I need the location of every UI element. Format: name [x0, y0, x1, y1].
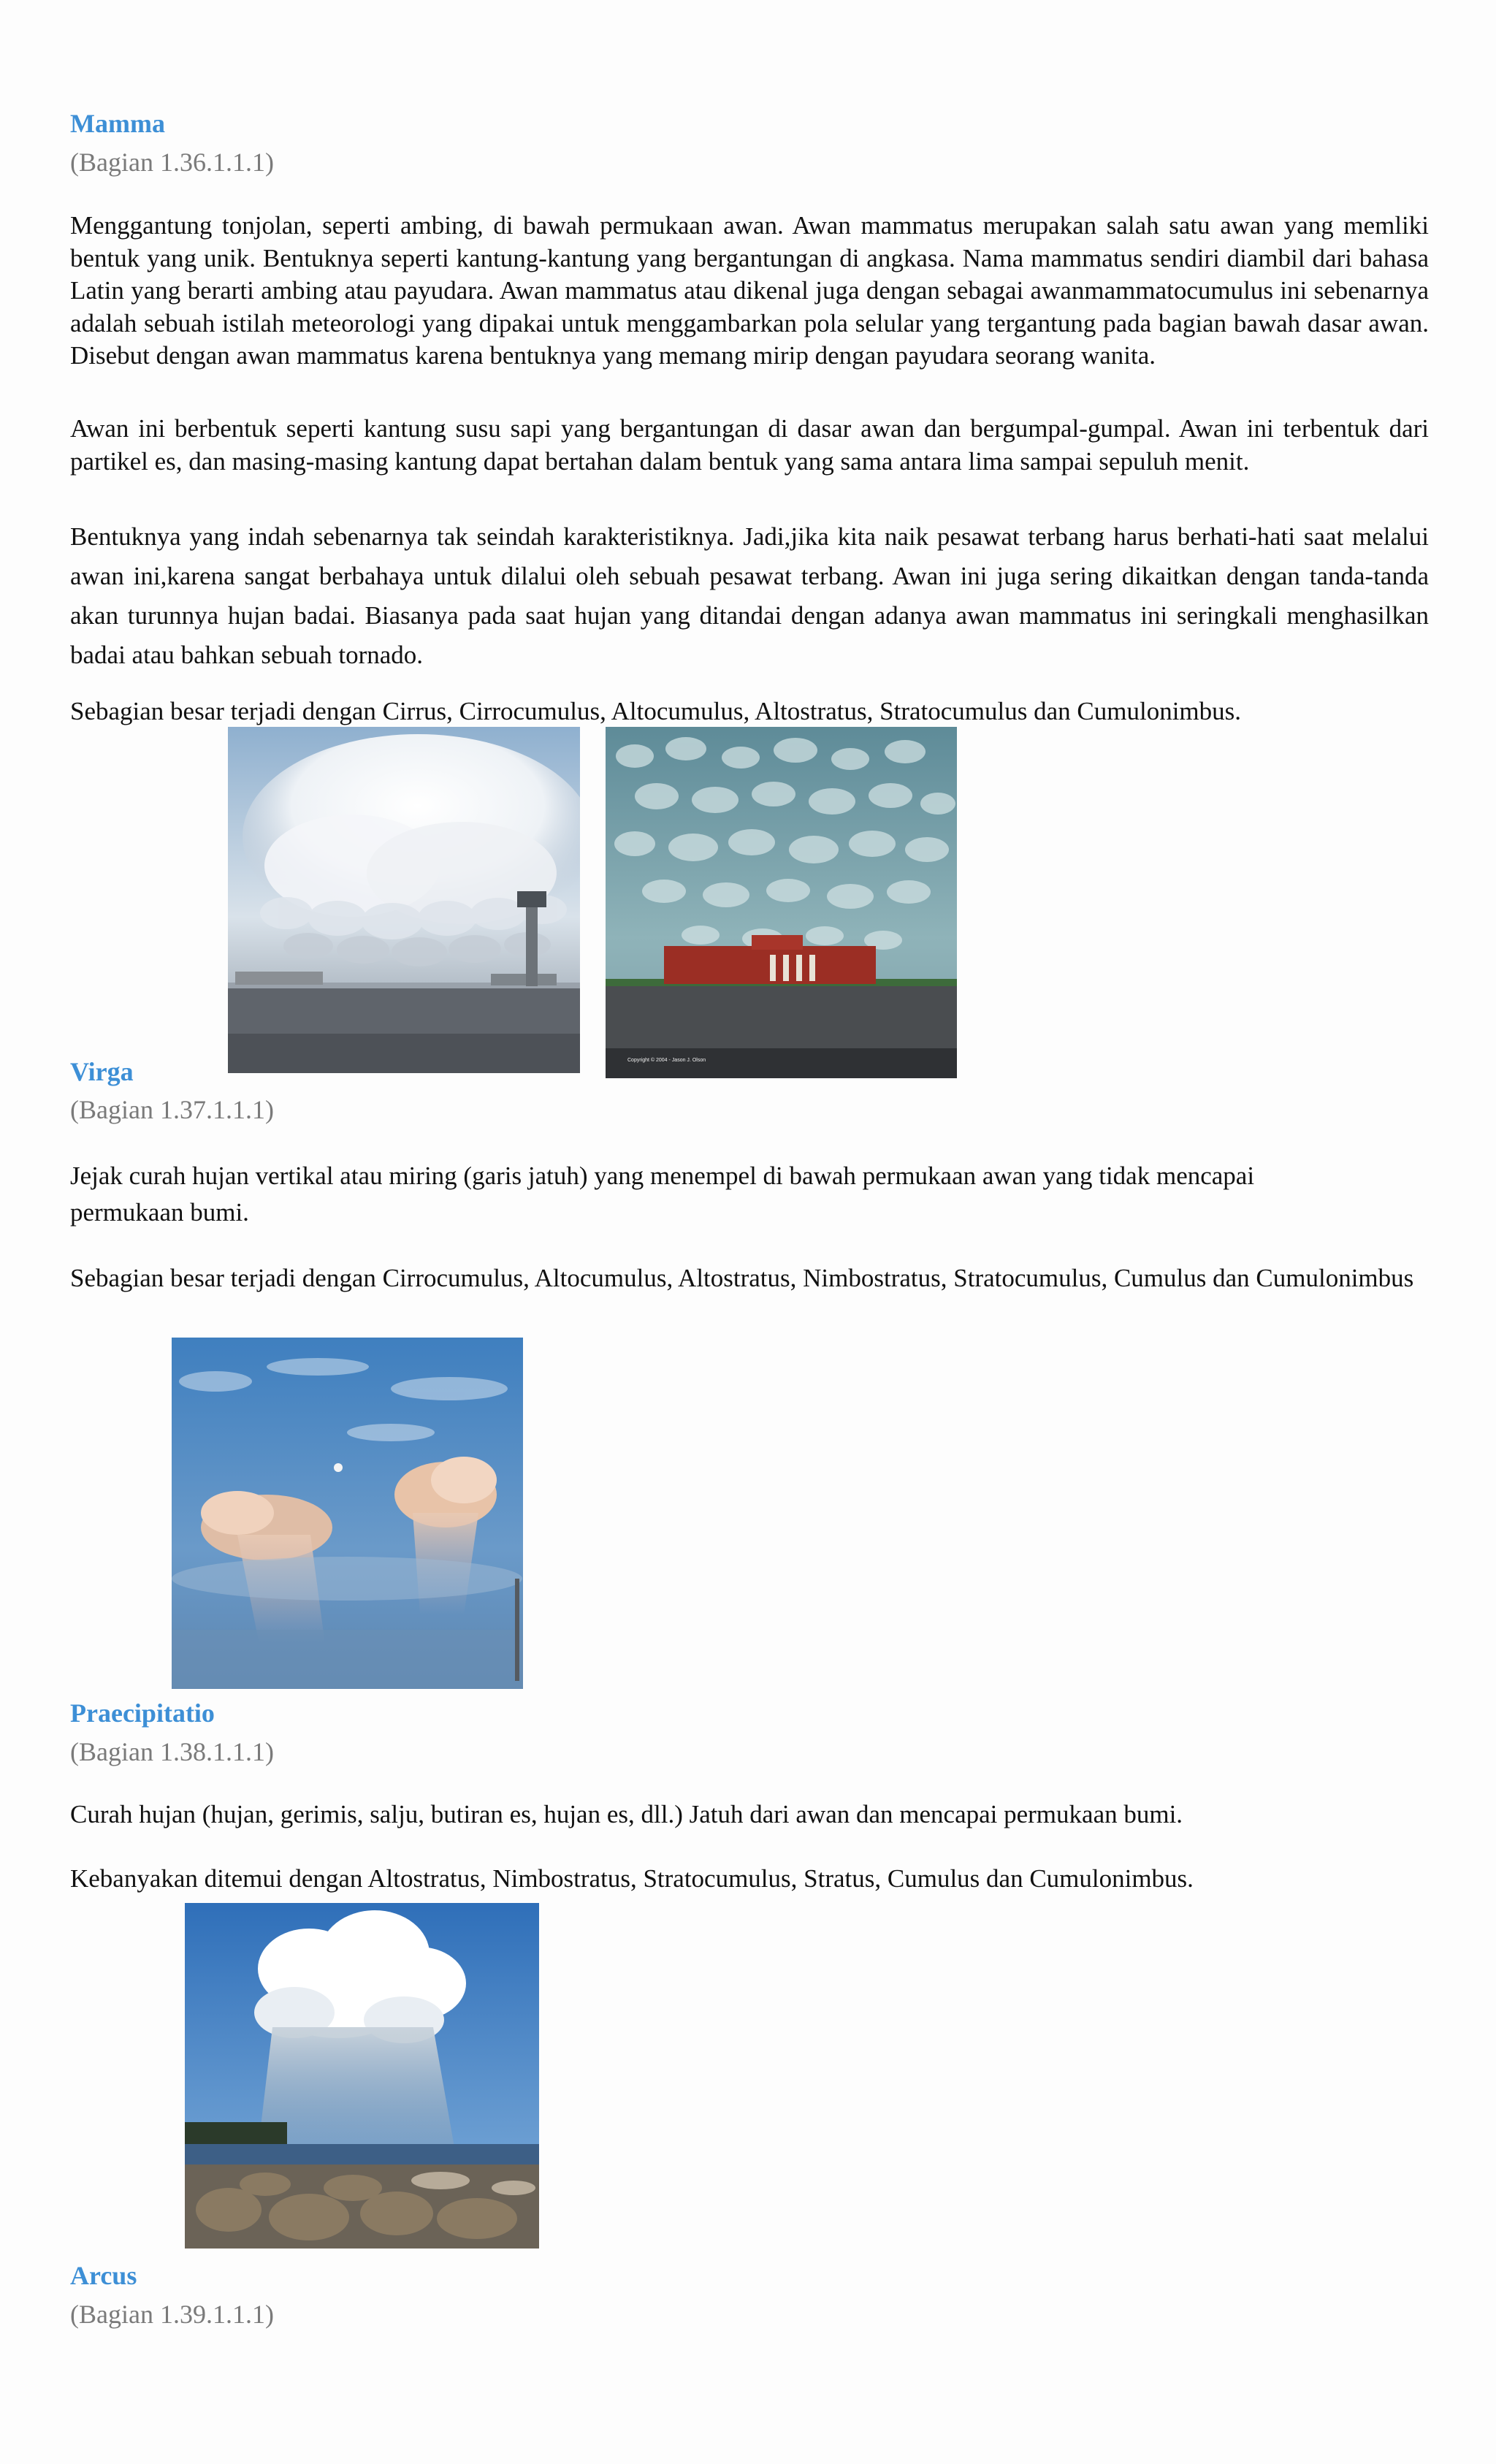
section-title-virga: Virga [70, 1057, 134, 1086]
mammatus-clouds-building-photo [606, 727, 957, 1078]
photo-copyright-caption: Copyright © 2004 - Jason J. Olson [627, 1058, 706, 1063]
paragraph-virga-2: Sebagian besar terjadi dengan Cirrocumulus, Altocumulus, Altostratus, Nimbostratus, Stratocumulus, Cumulus dan Cumulonimbus [70, 1264, 1414, 1292]
paragraph-mamma-3: Bentuknya yang indah sebenarnya tak seindah karakteristiknya. Jadi,jika kita naik pesawat terbang harus berhati-hati saat melalui awan ini,karena sangat berbahaya untuk dilalui oleh sebuah pesawat terbang. Awan ini juga sering dikaitkan dengan tanda-tanda akan turunnya hujan badai. Biasanya pada saat hujan yang ditandai dengan adanya awan mammatus ini seringkali menghasilkan badai atau bahkan sebuah tornado. [70, 522, 1429, 669]
praecipitatio-cloud-photo [185, 1903, 539, 2249]
section-ref-praecipitatio: (Bagian 1.38.1.1.1) [70, 1737, 274, 1766]
section-ref-mamma: (Bagian 1.36.1.1.1) [70, 148, 274, 177]
paragraph-mamma-2: Awan ini berbentuk seperti kantung susu sapi yang bergantungan di dasar awan dan bergumpal-gumpal. Awan ini terbentuk dari partikel es, dan masing-masing kantung dapat bertahan dalam bentuk yang sama antara lima sampai sepuluh menit. [70, 414, 1429, 476]
section-title-mamma: Mamma [70, 109, 165, 138]
paragraph-praecipitatio-2: Kebanyakan ditemui dengan Altostratus, Nimbostratus, Stratocumulus, Stratus, Cumulus dan Cumulonimbus. [70, 1864, 1194, 1893]
section-title-arcus: Arcus [70, 2261, 137, 2290]
paragraph-mamma-4: Sebagian besar terjadi dengan Cirrus, Cirrocumulus, Altocumulus, Altostratus, Stratocumulus dan Cumulonimbus. [70, 697, 1242, 725]
section-ref-arcus: (Bagian 1.39.1.1.1) [70, 2300, 274, 2329]
paragraph-praecipitatio-1: Curah hujan (hujan, gerimis, salju, butiran es, hujan es, dll.) Jatuh dari awan dan mencapai permukaan bumi. [70, 1800, 1183, 1828]
section-title-praecipitatio: Praecipitatio [70, 1698, 215, 1728]
section-ref-virga: (Bagian 1.37.1.1.1) [70, 1095, 274, 1124]
virga-clouds-photo [172, 1338, 523, 1689]
mammatus-clouds-airport-photo [228, 727, 580, 1073]
paragraph-mamma-1: Menggantung tonjolan, seperti ambing, di bawah permukaan awan. Awan mammatus merupakan salah satu awan yang memliki bentuk yang unik. Bentuknya seperti kantung-kantung yang bergantungan di angkasa. Nama mammatus sendiri diambil dari bahasa Latin yang berarti ambing atau payudara. Awan mammatus atau dikenal juga dengan sebagai awanmammatocumulus ini sebenarnya adalah sebuah istilah meteorologi yang dipakai untuk menggambarkan pola selular yang tergantung pada bagian bawah dasar awan. Disebut dengan awan mammatus karena bentuknya yang memang mirip dengan payudara seorang wanita. [70, 211, 1429, 370]
paragraph-virga-1: Jejak curah hujan vertikal atau miring (garis jatuh) yang menempel di bawah permukaan awan yang tidak mencapai permukaan bumi. [70, 1162, 1255, 1227]
